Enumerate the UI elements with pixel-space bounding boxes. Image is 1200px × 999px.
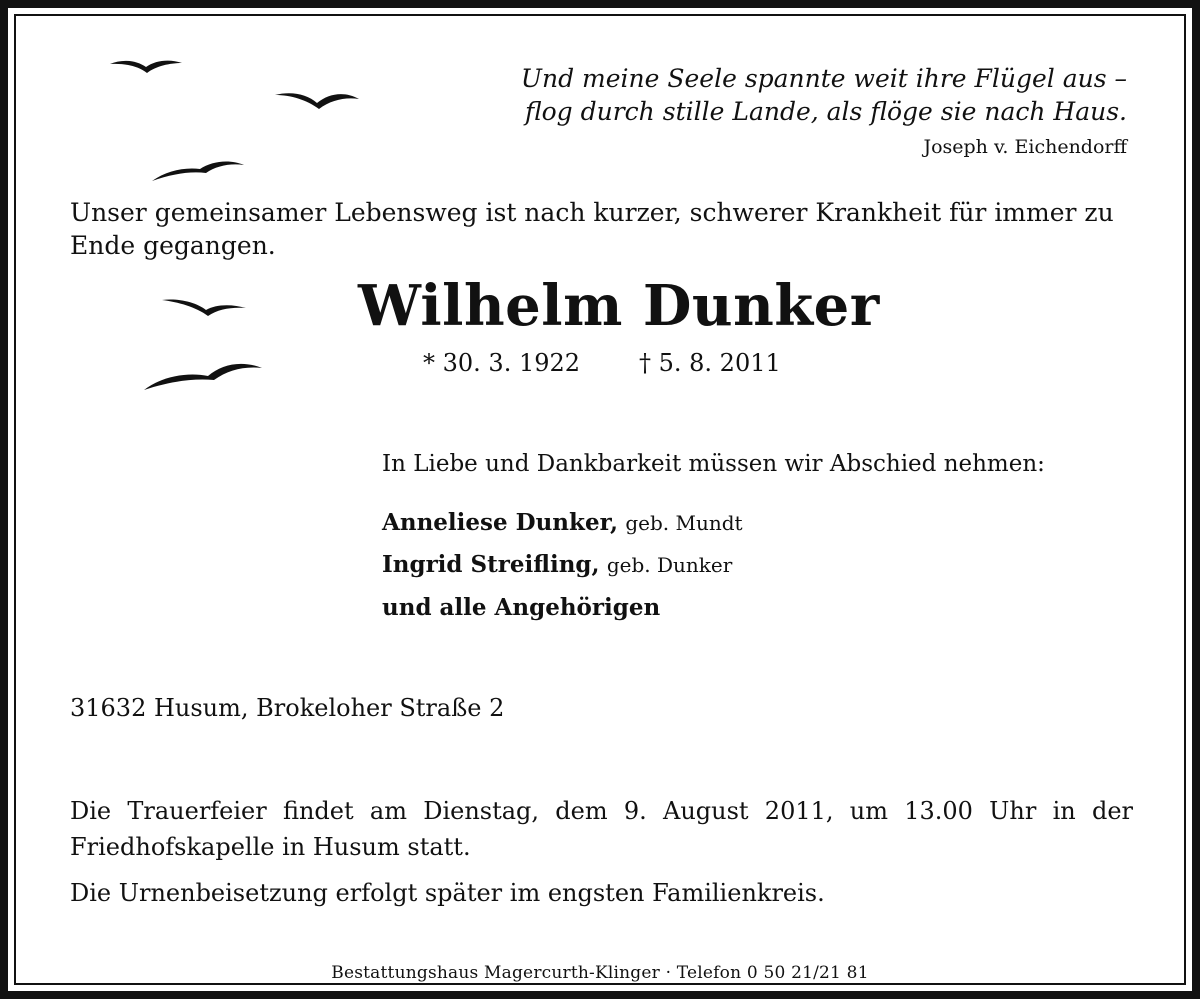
bird-icon: [273, 89, 361, 111]
quote-author: Joseph v. Eichendorff: [923, 136, 1127, 158]
ceremony-text: Die Trauerfeier findet am Dienstag, dem 9. August 2011, um 13.00 Uhr in der Friedhofskapelle in Husum statt.: [70, 797, 1133, 861]
mourner-note: geb. Mundt: [625, 511, 743, 535]
footer: [0, 962, 1200, 984]
mourner-note: geb. Dunker: [606, 553, 733, 577]
mourner-item: [382, 507, 743, 539]
urn-text: Die Urnenbeisetzung erfolgt später im engsten Familienkreis.: [70, 879, 825, 907]
mourners-intro: In Liebe und Dankbarkeit müssen wir Abschied nehmen:: [382, 451, 1045, 477]
intro-text: Unser gemeinsamer Lebensweg ist nach kurzer, schwerer Krankheit für immer zu Ende gegangen.: [70, 198, 1114, 260]
birth-date: * 30. 3. 1922: [423, 349, 581, 377]
mourner-name: Ingrid Streifling,: [382, 551, 600, 578]
address: 31632 Husum, Brokeloher Straße 2: [70, 694, 505, 722]
death-date: † 5. 8. 2011: [639, 349, 781, 377]
deceased-name: Wilhelm Dunker: [358, 273, 880, 339]
bird-icon: [160, 296, 248, 318]
bird-icon: [142, 358, 264, 394]
mourner-item: [382, 549, 732, 581]
quote-line: Und meine Seele spannte weit ihre Flügel aus –: [520, 64, 1127, 93]
mourner-item: [382, 592, 660, 624]
quote-line: flog durch stille Lande, als flöge sie nach Haus.: [524, 97, 1127, 126]
quote: [521, 62, 1127, 128]
mourner-name: und alle Angehörigen: [382, 594, 661, 621]
bird-icon: [150, 157, 246, 185]
footer-text: Bestattungshaus Magercurth-Klinger · Telefon 0 50 21/21 81: [323, 963, 876, 983]
mourner-name: Anneliese Dunker,: [382, 509, 619, 536]
bird-icon: [108, 58, 184, 76]
